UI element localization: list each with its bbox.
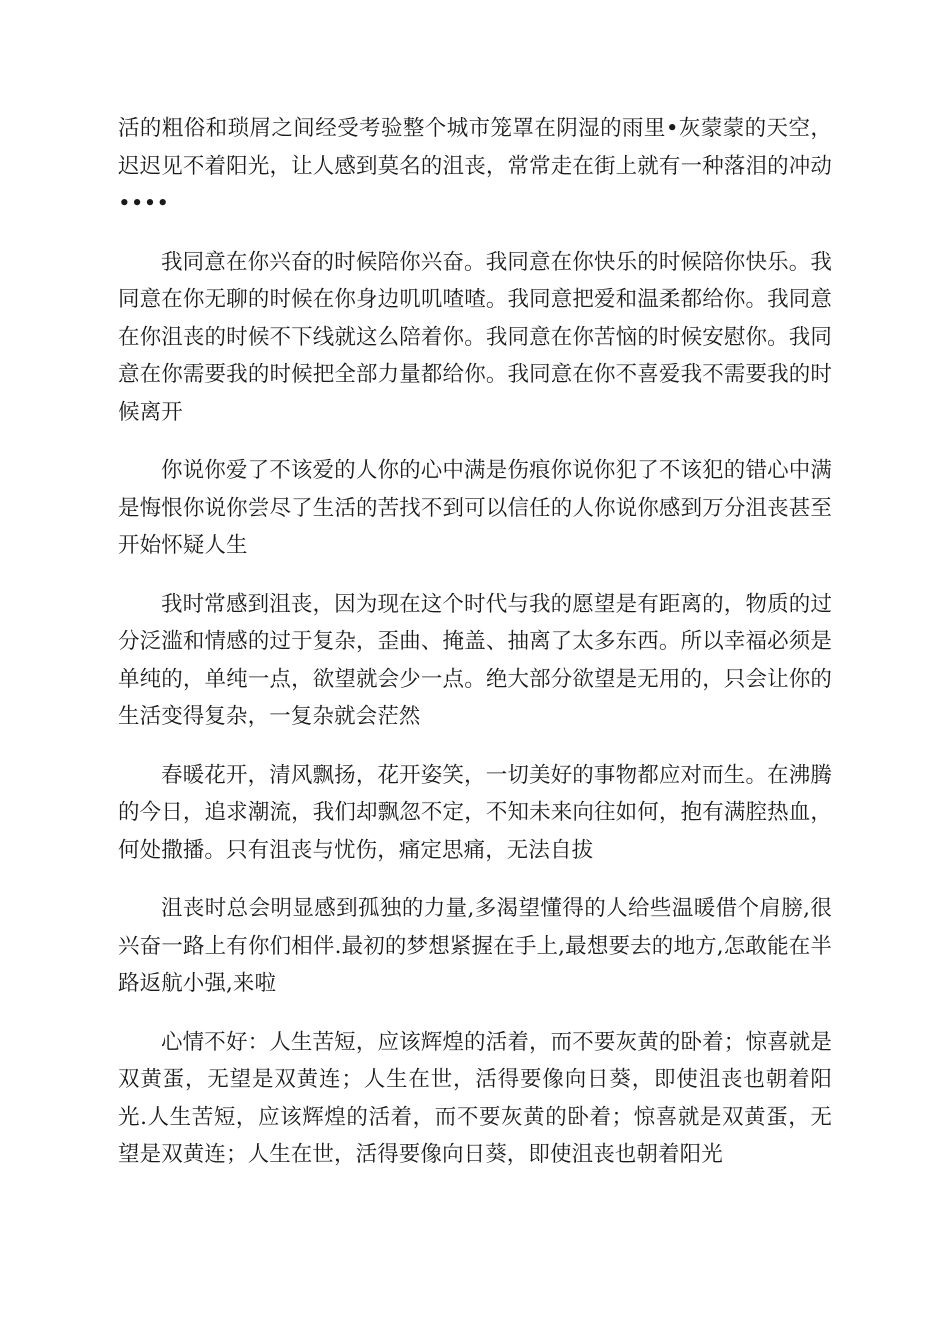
paragraph-6: 沮丧时总会明显感到孤独的力量,多渴望懂得的人给些温暖借个肩膀,很兴奋一路上有你们相伴.最初的梦想紧握在手上,最想要去的地方,怎敢能在半路返航小强,来啦 xyxy=(118,896,832,996)
paragraph-1: 活的粗俗和琐屑之间经受考验整个城市笼罩在阴湿的雨里•灰蒙蒙的天空，迟迟见不着阳光，让人感到莫名的沮丧，常常走在街上就有一种落泪的冲动•••• xyxy=(118,116,832,216)
paragraph-5: 春暖花开，清风飘扬，花开姿笑，一切美好的事物都应对而生。在沸腾的今日，追求潮流，我们却飘忽不定，不知未来向往如何，抱有满腔热血，何处撒播。只有沮丧与忧伤，痛定思痛，无法自拔 xyxy=(118,762,832,863)
paragraph-2: 我同意在你兴奋的时候陪你兴奋。我同意在你快乐的时候陪你快乐。我同意在你无聊的时候在你身边叽叽喳喳。我同意把爱和温柔都给你。我同意在你沮丧的时候不下线就这么陪着你。我同意在你苦恼的时候安慰你。我同意在你需要我的时候把全部力量都给你。我同意在你不喜爱我不需要我的时候离开 xyxy=(118,249,832,425)
paragraph-3: 你说你爱了不该爱的人你的心中满是伤痕你说你犯了不该犯的错心中满是悔恨你说你尝尽了生活的苦找不到可以信任的人你说你感到万分沮丧甚至开始怀疑人生 xyxy=(118,458,832,558)
document-body xyxy=(118,110,832,1195)
paragraph-4: 我时常感到沮丧，因为现在这个时代与我的愿望是有距离的，物质的过分泛滥和情感的过于复杂，歪曲、掩盖、抽离了太多东西。所以幸福必须是单纯的，单纯一点，欲望就会少一点。绝大部分欲望是无用的，只会让你的生活变得复杂，一复杂就会茫然 xyxy=(118,591,832,729)
paragraph-7: 心情不好：人生苦短，应该辉煌的活着，而不要灰黄的卧着；惊喜就是双黄蛋，无望是双黄连；人生在世，活得要像向日葵，即使沮丧也朝着阳光.人生苦短，应该辉煌的活着，而不要灰黄的卧着；惊喜就是双黄蛋，无望是双黄连；人生在世，活得要像向日葵，即使沮丧也朝着阳光 xyxy=(118,1029,832,1167)
